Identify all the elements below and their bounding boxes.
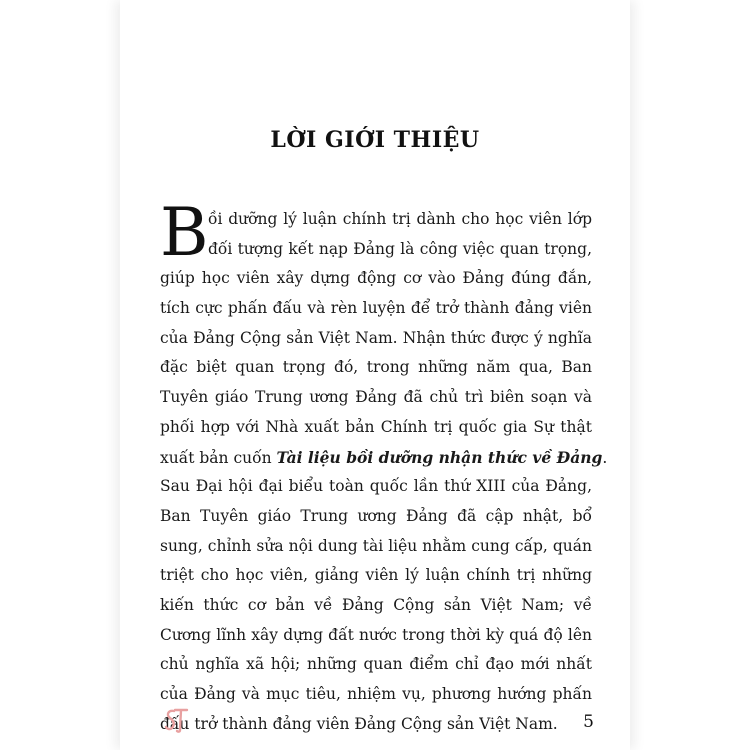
text-segment: . (602, 448, 608, 467)
text-line: phối hợp với Nhà xuất bản Chính trị quốc gia Sự thật (160, 417, 592, 436)
text-line: ồi dưỡng lý luận chính trị dành cho học viên lớp (208, 210, 592, 228)
text-line: Cương lĩnh xây dựng đất nước trong thời kỳ quá độ lên (160, 625, 592, 644)
text-line: của Đảng Cộng sản Việt Nam. Nhận thức được ý nghĩa (160, 328, 592, 347)
text-line: Sau Đại hội đại biểu toàn quốc lần thứ XIII của Đảng, (160, 477, 592, 496)
logo-s-stroke (166, 711, 174, 729)
text-line-with-book-title (160, 443, 608, 473)
page-title: LỜI GIỚI THIỆU (270, 127, 480, 153)
text-segment: xuất bản cuốn (160, 448, 277, 467)
text-line: giúp học viên xây dựng động cơ vào Đảng đúng đắn, (160, 269, 592, 288)
text-line: kiến thức cơ bản về Đảng Cộng sản Việt Nam; về (160, 595, 592, 614)
text-line: tích cực phấn đấu và rèn luyện để trở thành đảng viên (160, 299, 592, 318)
page-number: 5 (583, 712, 594, 732)
intro-paragraph (160, 194, 608, 739)
text-line: Tuyên giáo Trung ương Đảng đã chủ trì biên soạn và (160, 388, 592, 407)
logo-t-stroke (175, 710, 187, 732)
text-line: Ban Tuyên giáo Trung ương Đảng đã cập nhật, bổ (160, 506, 592, 525)
text-line: đấu trở thành đảng viên Đảng Cộng sản Việt Nam. (160, 714, 558, 733)
text-line: triệt cho học viên, giảng viên lý luận chính trị những (160, 566, 592, 585)
publisher-logo-icon (163, 706, 189, 734)
text-line: sung, chỉnh sửa nội dung tài liệu nhằm cung cấp, quán (160, 536, 592, 555)
text-line: đặc biệt quan trọng đó, trong những năm qua, Ban (160, 358, 592, 377)
book-title: Tài liệu bồi dưỡng nhận thức về Đảng (276, 447, 603, 467)
drop-cap: B (160, 194, 209, 271)
text-line: của Đảng và mục tiêu, nhiệm vụ, phương hướng phấn (160, 685, 592, 703)
text-line: đối tượng kết nạp Đảng là công việc quan trọng, (208, 239, 592, 258)
book-page (120, 0, 630, 750)
text-line: chủ nghĩa xã hội; những quan điểm chỉ đạo mới nhất (160, 655, 592, 674)
